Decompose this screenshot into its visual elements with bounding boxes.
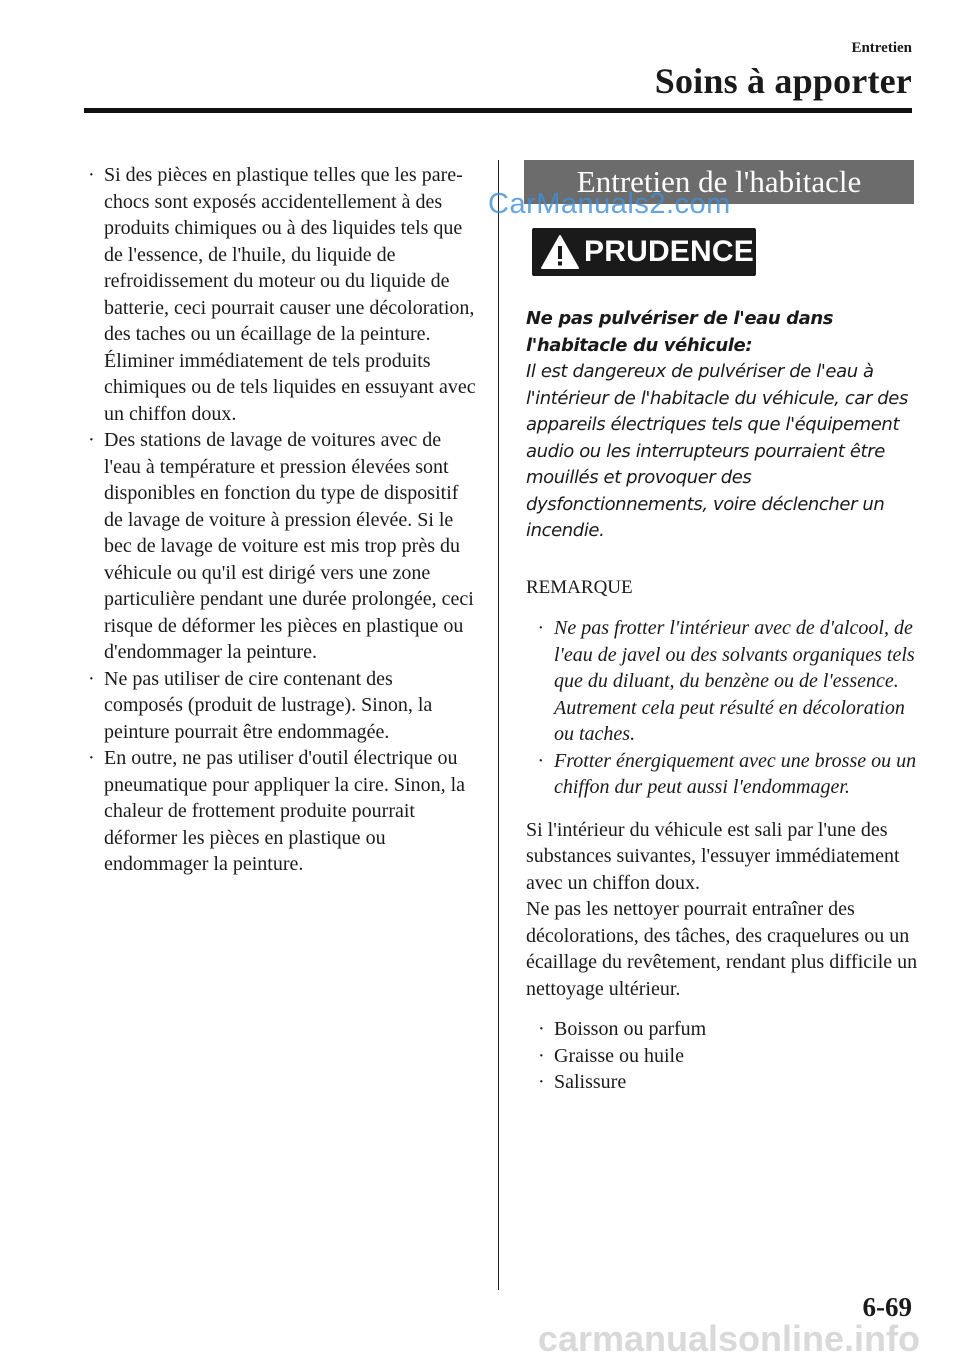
- page-number: 6-69: [862, 1292, 912, 1322]
- caution-text: [526, 306, 918, 545]
- bullet-dot-icon: ·: [538, 1071, 545, 1093]
- list-item: [534, 615, 918, 748]
- bullet-dot-icon: ·: [538, 749, 543, 772]
- left-column: [84, 162, 476, 878]
- header-rule: [84, 108, 912, 113]
- section-title: Entretien de l'habitacle: [524, 160, 914, 204]
- bullet-dot-icon: ·: [538, 1018, 545, 1040]
- right-column: [526, 160, 918, 1096]
- paragraph: Si l'intérieur du véhicule est sali par l'une des substances suivantes, l'essuyer immédiatement avec un chiffon doux.: [526, 818, 900, 894]
- list-item-text: Frotter énergiquement avec une brosse ou un chiffon dur peut aussi l'endommager.: [554, 749, 917, 798]
- list-item-text: Si des pièces en plastique telles que les pare-chocs sont exposés accidentellement à des produits chimiques ou à des liquides tels que de l'essence, de l'huile, du liquide de refroidissement du moteur ou du liquide de batterie, ceci pourrait causer une décoloration, des taches ou un écaillage de la peinture. Éliminer immédiatement de tels produits chimiques ou de tels liquides en essuyant avec un chiffon doux.: [104, 164, 476, 425]
- note-list: [526, 615, 918, 801]
- list-item-text: En outre, ne pas utiliser d'outil électrique ou pneumatique pour appliquer la cire. Sinon, la chaleur de frottement produite pourrait déformer les pièces en plastique ou endommager la peinture.: [104, 747, 466, 875]
- list-item-text: Des stations de lavage de voitures avec de l'eau à température et pression élevées sont disponibles en fonction du type de dispositif de lavage de voiture à pression élevée. Si le bec de lavage de voiture est mis trop près du véhicule ou qu'il est dirigé vers une zone particulière pendant une durée prolongée, ceci risque de déformer les pièces en plastique ou d'endommager la peinture.: [104, 429, 474, 663]
- caution-label: PRUDENCE: [584, 234, 754, 268]
- list-item: [534, 748, 918, 801]
- warning-triangle-icon: [540, 234, 580, 270]
- list-item-text: Ne pas utiliser de cire contenant des composés (produit de lustrage). Sinon, la peinture pourrait être endommagée.: [104, 667, 433, 743]
- section-label: Entretien: [851, 40, 912, 56]
- caution-badge: [532, 228, 756, 276]
- bullet-dot-icon: ·: [88, 667, 95, 690]
- caution-heading: Ne pas pulvériser de l'eau dans l'habitacle du véhicule:: [526, 308, 834, 356]
- footer-watermark: carmanualsonline.info: [537, 1318, 920, 1359]
- bullet-dot-icon: ·: [538, 617, 543, 639]
- list-item: [84, 427, 476, 666]
- precautions-list: [84, 162, 476, 878]
- bullet-dot-icon: ·: [538, 1044, 545, 1067]
- list-item: [534, 1069, 918, 1096]
- note-heading: REMARQUE: [526, 576, 633, 598]
- list-item-text: Graisse ou huile: [554, 1044, 684, 1067]
- watermark: CarManuals2.com: [488, 188, 731, 220]
- bullet-dot-icon: ·: [88, 429, 95, 451]
- caution-body: Il est dangereux de pulvériser de l'eau à l'intérieur de l'habitacle du véhicule, car des appareils électriques tels que l'équipement audio ou les interrupteurs pourraient être mouillés et provoquer des dysfonctionnements, voire déclencher un incendie.: [526, 361, 908, 541]
- bullet-dot-icon: ·: [88, 747, 95, 769]
- column-divider: [498, 160, 499, 1290]
- list-item-text: Boisson ou parfum: [554, 1018, 707, 1040]
- list-item: [84, 162, 476, 427]
- page-title: Soins à apporter: [654, 61, 912, 101]
- list-item-text: Salissure: [554, 1071, 627, 1093]
- substances-list: [526, 1016, 918, 1096]
- list-item: [534, 1043, 918, 1070]
- list-item: [84, 666, 476, 746]
- bullet-dot-icon: ·: [88, 164, 95, 186]
- list-item: [534, 1016, 918, 1043]
- paragraph: Ne pas les nettoyer pourrait entraîner des décolorations, des tâches, des craquelures ou un écaillage du revêtement, rendant plus difficile un nettoyage ultérieur.: [526, 898, 918, 1000]
- list-item: [84, 745, 476, 878]
- list-item-text: Ne pas frotter l'intérieur avec de d'alcool, de l'eau de javel ou des solvants organiques tels que du diluant, du benzène ou de l'essence. Autrement cela peut résulté en décoloration ou taches.: [554, 617, 915, 745]
